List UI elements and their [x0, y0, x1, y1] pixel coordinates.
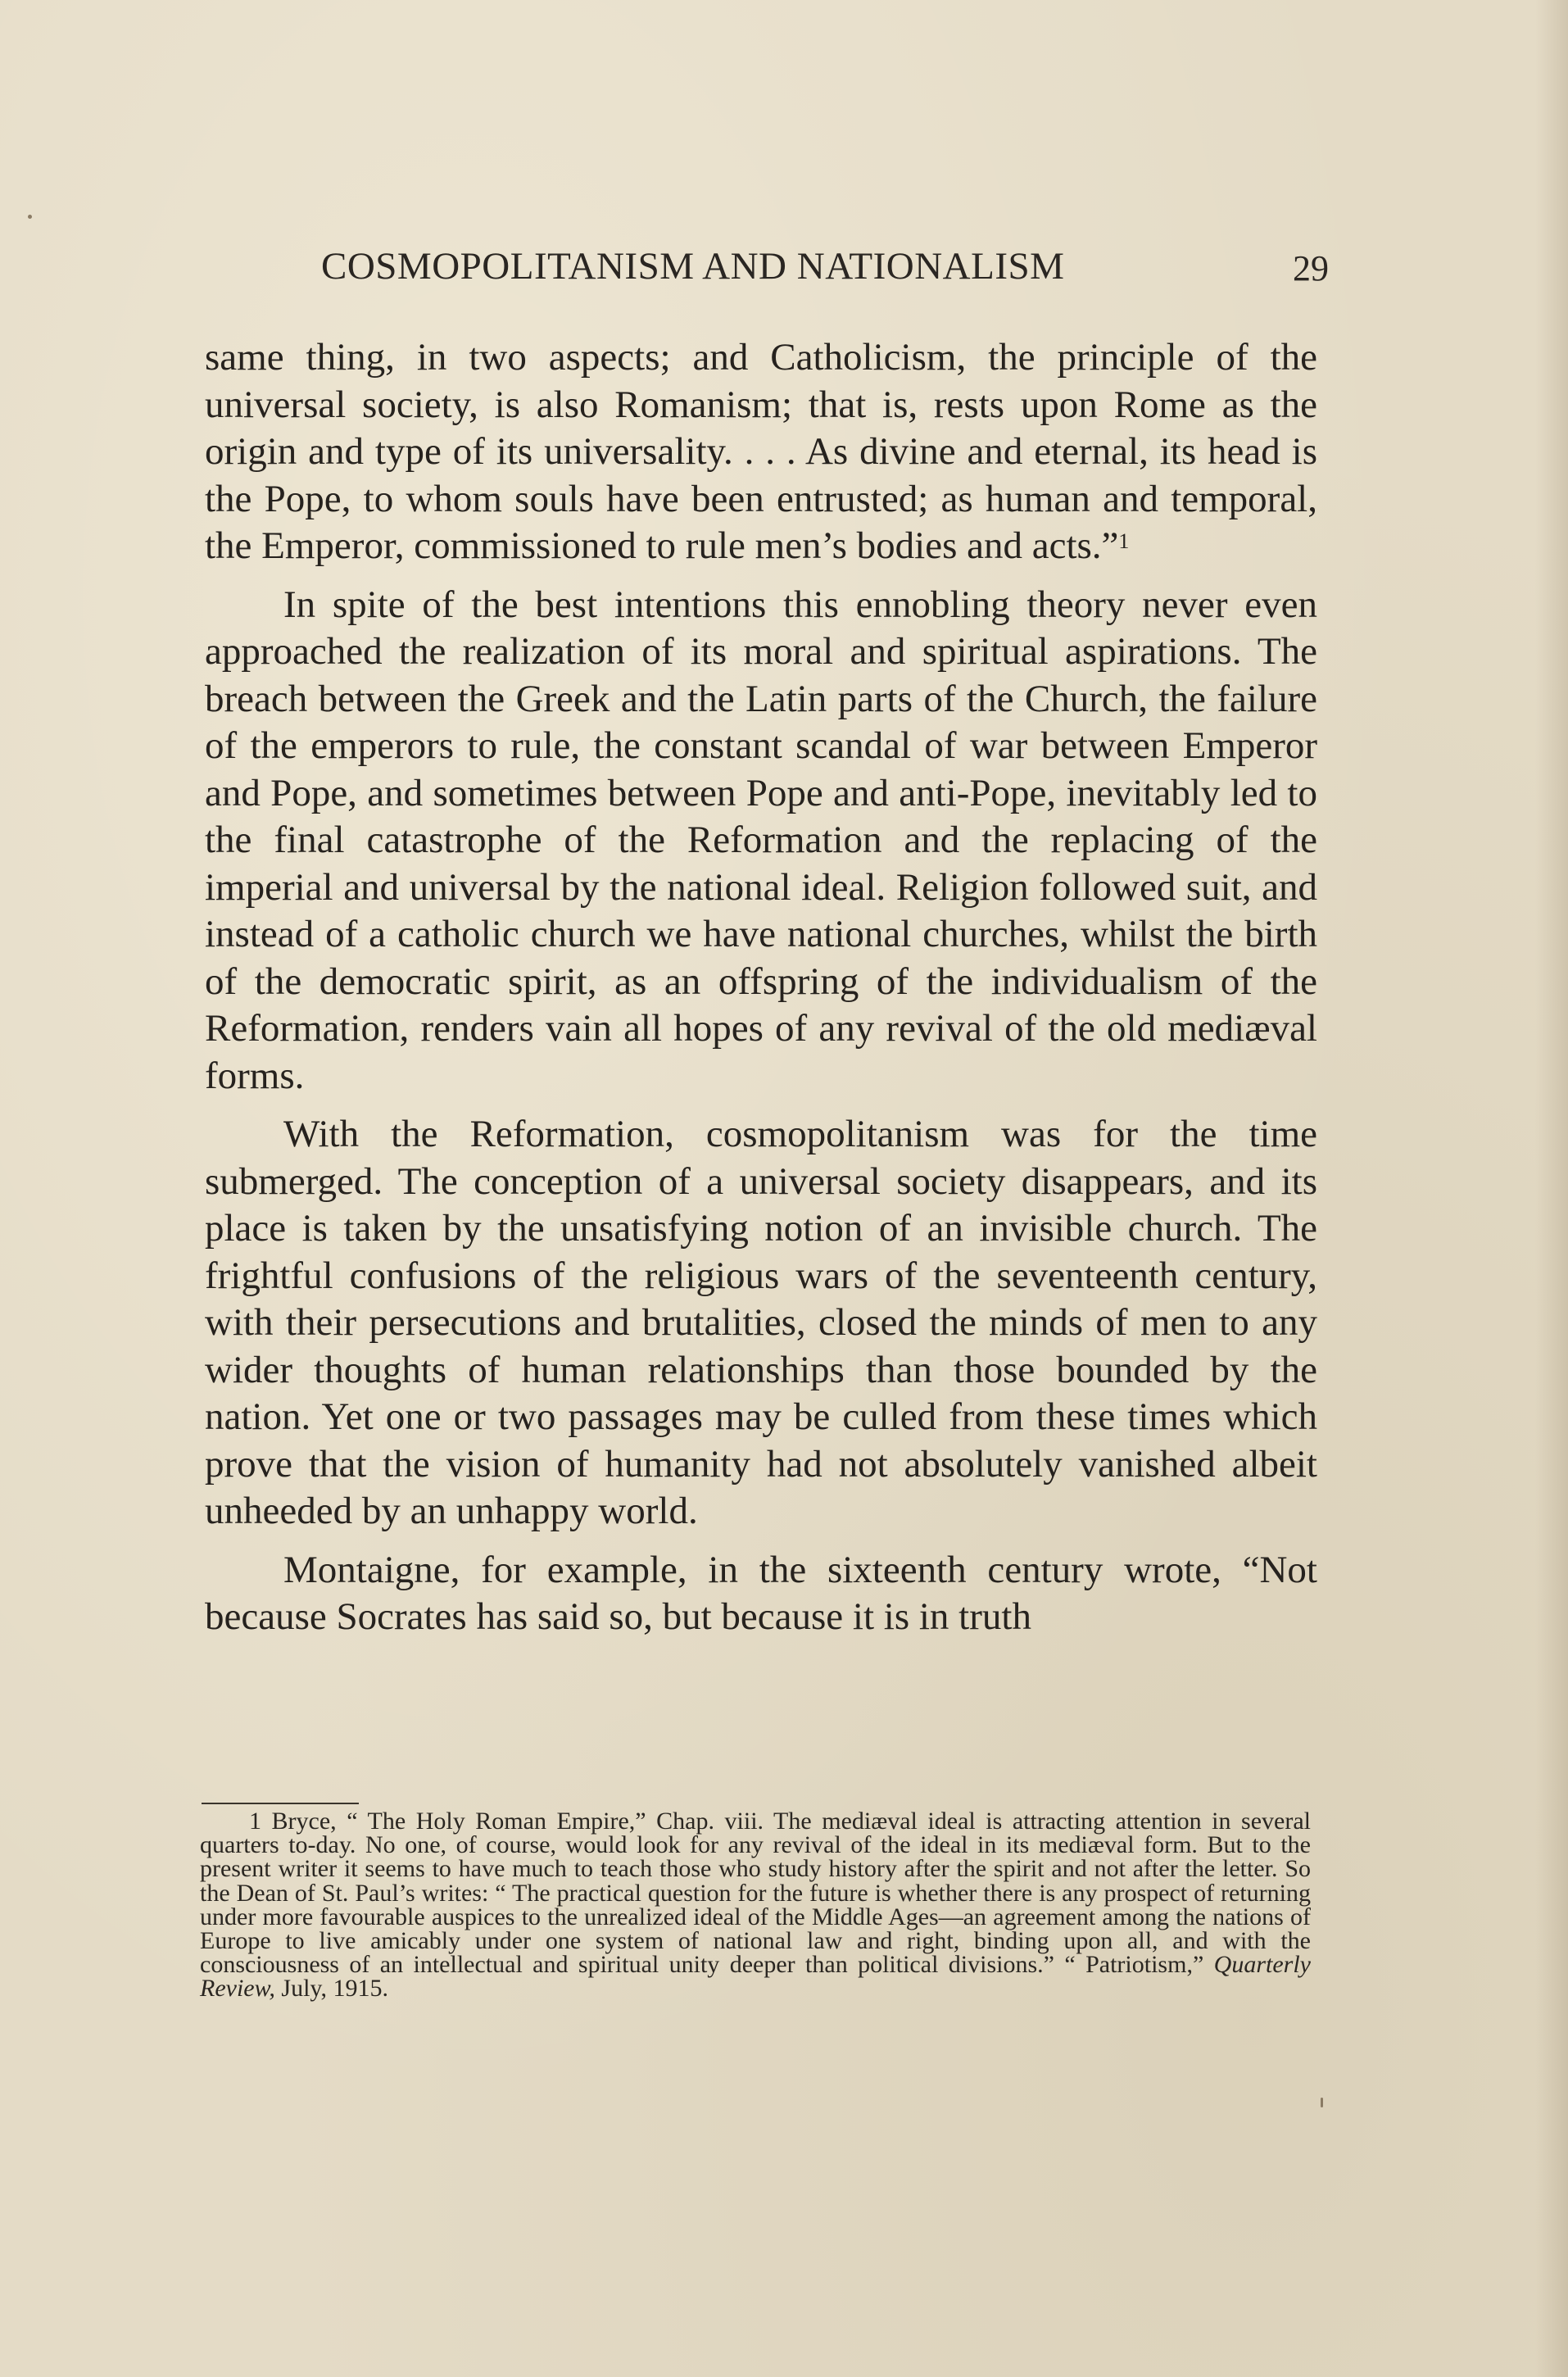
- paper-speck: [28, 215, 32, 219]
- paragraph-continued: [205, 334, 1317, 570]
- paper-speck: [1321, 2098, 1323, 2107]
- footnote-marker: 1: [1118, 529, 1130, 553]
- footnote-rule: [202, 1803, 359, 1804]
- page-number: 29: [1293, 248, 1329, 288]
- running-header-title: COSMOPOLITANISM AND NATIONALISM: [321, 245, 1065, 288]
- footnote: [200, 1809, 1311, 2001]
- footnote-text: [200, 1809, 1311, 2001]
- footnote-date: July, 1915.: [281, 1975, 388, 2003]
- footnote-journal-title: Quarterly Review,: [200, 1951, 1311, 2003]
- paragraph-text: same thing, in two aspects; and Catholicism, the principle of the universal society, is also Romanism; that is, rests upon Rome as the origin and type of its universality. . . . As divine and eternal, its head is the Pope, to whom souls have been entrusted; as human and temporal, the Emperor, commissioned to rule men’s bodies and acts.”: [205, 336, 1317, 567]
- page-edge-shadow: [1535, 0, 1568, 2377]
- footnote-text-main: 1 Bryce, “ The Holy Roman Empire,” Chap. viii. The mediæval ideal is attracting attention in several quarters to-day. No one, of course, would look for any revival of the ideal in its mediæval form. But to the present writer it seems to have much to teach those who study history after the spirit and not after the letter. So the Dean of St. Paul’s writes: “ The practical question for the future is whether there is any prospect of returning under more favourable auspices to the unrealized ideal of the Middle Ages—an agreement among the nations of Europe to live amicably under one system of national law and right, binding upon all, and with the consciousness of an intellectual and spiritual unity deeper than political divisions.” “ Patriotism,”: [200, 1808, 1311, 1979]
- running-header: [321, 244, 1329, 302]
- paragraph: In spite of the best intentions this ennobling theory never even approached the realization of its moral and spiritual aspirations. The breach between the Greek and the Latin parts of the Church, the failure of the emperors to rule, the constant scandal of war between Emperor and Pope, and sometimes between Pope and anti-Pope, inevitably led to the final catastrophe of the Reformation and the replacing of the imperial and universal by the national ideal. Religion followed suit, and instead of a catholic church we have national churches, whilst the birth of the democratic spirit, as an offspring of the individualism of the Reformation, renders vain all hopes of any revival of the old mediæval forms.: [205, 583, 1317, 1097]
- body-text: [205, 334, 1317, 1653]
- paragraph: With the Reformation, cosmopolitanism was for the time submerged. The conception of a universal society disappears, and its place is taken by the unsatisfying notion of an invisible church. The frightful confusions of the religious wars of the seventeenth century, with their persecutions and brutalities, closed the minds of men to any wider thoughts of human relationships than those bounded by the nation. Yet one or two passages may be culled from these times which prove that the vision of humanity had not absolutely vanished albeit unheeded by an unhappy world.: [205, 1113, 1317, 1532]
- paragraph: Montaigne, for example, in the sixteenth century wrote, “Not because Socrates has said so, but because it is in truth: [205, 1548, 1317, 1638]
